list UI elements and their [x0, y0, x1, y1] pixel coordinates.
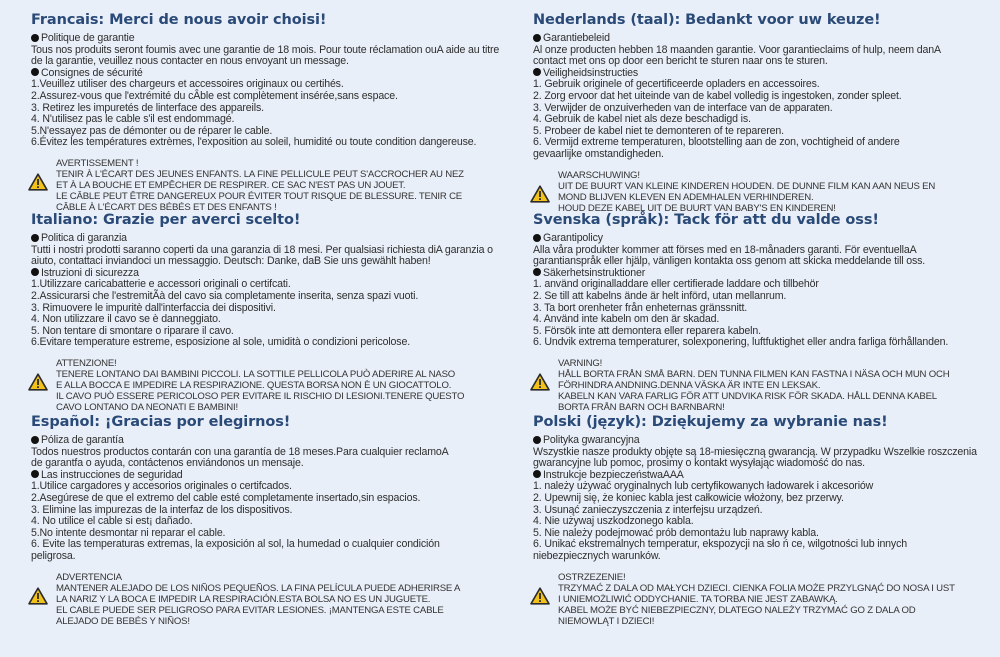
- safety-heading: Säkerhetsinstruktioner: [533, 268, 1000, 280]
- warning-title: AVERTISSEMENT !: [56, 157, 139, 169]
- warning-title: ADVERTENCIA: [56, 571, 122, 583]
- warranty-heading: Póliza de garantía: [31, 435, 501, 447]
- warranty-text-line: Todos nuestros productos contarán con una garantía de 18 meses.Para cualquier reclamoA: [31, 445, 449, 458]
- safety-item: 2.Assurez-vous que l'extrémité du cÂble est complètement insérée,sans espace.: [31, 89, 398, 102]
- warning-line: I UNIEMOŻLIWIĆ ODDYCHANIE. TA TORBA NIE JEST ZABAWKĄ.: [558, 593, 838, 605]
- safety-item: niebezpiecznych warunków.: [533, 549, 661, 562]
- warning-title: VARNING!: [558, 357, 603, 369]
- warning-line: HÅLL BORTA FRÅN SMÅ BARN. DEN TUNNA FILMEN KAN FASTNA I NÄSA OCH MUN OCH: [558, 368, 950, 380]
- safety-item: 1. Gebruik originele of gecertificeerde opladers en accessoires.: [533, 78, 820, 91]
- section-spanish: [31, 413, 501, 627]
- warning-line: UIT DE BUURT VAN KLEINE KINDEREN HOUDEN. DE DUNNE FILM KAN AAN NEUS EN: [558, 180, 936, 192]
- section-title: Español: ¡Gracias por elegirnos!: [31, 414, 291, 430]
- warning-triangle-icon: [28, 587, 48, 605]
- warning-line: FÖRHINDRA ANDNING.DENNA VÄSKA ÄR INTE EN LEKSAK.: [558, 379, 821, 391]
- warning-block: [31, 158, 501, 213]
- safety-item: 1.Utilice cargadores y accesorios originales o certifcados.: [31, 480, 292, 493]
- safety-heading: Veiligheidsinstructies: [533, 68, 1000, 80]
- section-french: [31, 11, 501, 213]
- warning-line: LE CÂBLE PEUT ÊTRE DANGEREUX POUR ÉVITER TOUT RISQUE DE BLESSURE. TENIR CE: [56, 190, 463, 202]
- warning-line: E ALLA BOCCA E IMPEDIRE LA RESPIRAZIONE. QUESTA BORSA NON È UN GIOCATTOLO.: [56, 379, 452, 391]
- warning-line: HOUD DEZE KABEL UIT DE BUURT VAN BABY'S EN KINDEREN!: [558, 202, 836, 214]
- warning-line: MANTENER ALEJADO DE LOS NIÑOS PEQUEÑOS. LA FINA PELÍCULA PUEDE ADHERIRSE A: [56, 582, 461, 594]
- safety-item: 5. Probeer de kabel niet te demonteren of te repareren.: [533, 124, 784, 137]
- section-polish: [533, 413, 1000, 627]
- safety-item: 2.Assicurarsi che l'estremitÃà del cavo sia completamente inserita, senza spazi vuoti.: [31, 289, 419, 302]
- warning-line: BORTA FRÅN BARN OCH BARNBARN!: [558, 401, 725, 413]
- section-title: Svenska (språk): Tack för att du valde oss!: [533, 212, 879, 228]
- warning-block: [533, 170, 1000, 214]
- safety-item: 4. N'utilisez pas le cable s'il est endommagé.: [31, 113, 235, 126]
- safety-item: 6. Evite las temperaturas extremas, la exposición al sol, la humedad o cualquier condición: [31, 538, 440, 551]
- safety-item: 6.Évitez les températures extrèmes, l'exposition au soleil, humidité ou toute condition dangereuse.: [31, 136, 477, 149]
- safety-item: 2.Asegúrese de que el extremo del cable esté completamente insertado,sin espacios.: [31, 491, 421, 504]
- safety-item: peligrosa.: [31, 549, 76, 562]
- warranty-text-line: gwarancyjne lub pomoc, prosimy o kontakt wysyłając wiadomość do nas.: [533, 457, 865, 470]
- warranty-text-line: de garantfa o ayuda, contáctenos enviándonos un mensaje.: [31, 457, 304, 470]
- safety-item: 3. Usunąć zanieczyszczenia z interfejsu urządzeń.: [533, 503, 763, 516]
- warning-title: OSTRZEZENIE!: [558, 571, 626, 583]
- warranty-text-line: Tutti i nostri prodotti saranno coperti da una garanzia di 18 mesi. Per qualsiasi richiesta diA garanzia o: [31, 243, 493, 256]
- safety-item: 5. Försök inte att demontera eller reparera kabeln.: [533, 324, 761, 337]
- warning-line: NIEMOWLĄT I DZIECI!: [558, 615, 655, 627]
- warning-line: IL CAVO PUÒ ESSERE PERICOLOSO PER EVITARE IL RISCHIO DI LESIONI.TENERE QUESTO: [56, 390, 465, 402]
- warning-line: CAVO LONTANO DA NEONATI E BAMBINI!: [56, 401, 238, 413]
- warning-triangle-icon: [530, 373, 550, 391]
- warning-triangle-icon: [28, 373, 48, 391]
- warning-block: [31, 358, 501, 413]
- warning-block: [533, 572, 1000, 627]
- safety-item: 4. Nie używaj uszkodzonego kabla.: [533, 515, 694, 528]
- safety-heading: Istruzioni di sicurezza: [31, 268, 501, 280]
- warranty-text-line: Al onze producten hebben 18 maanden garantie. Voor garantieclaims of hulp, neem danA: [533, 43, 941, 56]
- warning-title: ATTENZIONE!: [56, 357, 117, 369]
- safety-item: 4. Gebruik de kabel niet als deze beschadigd is.: [533, 113, 751, 126]
- warranty-text-line: contact met ons op door een bericht te sturen naar ons te sturen.: [533, 55, 828, 68]
- warning-block: [533, 358, 1000, 413]
- section-dutch: [533, 11, 1000, 214]
- safety-item: 3. Retirez les impuretés de linterface des appareils.: [31, 101, 264, 114]
- section-title: Nederlands (taal): Bedankt voor uw keuze!: [533, 12, 881, 28]
- warning-line: TENIR À L'ÉCART DES JEUNES ENFANTS. LA FINE PELLICULE PEUT S'ACCROCHER AU NEZ: [56, 168, 464, 180]
- warranty-text-line: garantianspråk eller hjälp, vänligen kontakta oss genom att skicka meddelande till oss.: [533, 255, 926, 268]
- safety-item: 2. Se till att kabelns ände är helt införd, utan mellanrum.: [533, 289, 787, 302]
- section-swedish: [533, 211, 1000, 413]
- safety-item: 1.Utilizzare caricabatterie e accessori originali o certifcati.: [31, 278, 291, 291]
- safety-item: 6.Evitare temperature estreme, esposizione al sole, umidità o condizioni pericolose.: [31, 336, 410, 349]
- safety-item: 5. Nie należy podejmować prób demontażu lub naprawy kabla.: [533, 526, 819, 539]
- safety-item: 1.Veuillez utiliser des chargeurs et accessoires originaux ou certihés.: [31, 78, 344, 91]
- safety-item: 4. Använd inte kabeln om den är skadad.: [533, 313, 720, 326]
- safety-item: 2. Upewnij się, że koniec kabla jest całkowicie włożony, bez przerwy.: [533, 491, 844, 504]
- warranty-text-line: Tous nos produits seront foumis avec une garantie de 18 mois. Pour toute réclamation ouA aide au titre: [31, 43, 500, 56]
- warranty-heading: Garantiebeleid: [533, 33, 1000, 45]
- section-italian: [31, 211, 501, 413]
- safety-item: 6. Undvik extrema temperaturer, solexponering, luftfuktighet eller andra farliga förhållanden.: [533, 336, 949, 349]
- safety-item: gevaarlijke omstandigheden.: [533, 147, 664, 160]
- warranty-heading: Politique de garantie: [31, 33, 501, 45]
- warning-line: EL CABLE PUEDE SER PELIGROSO PARA EVITAR LESIONES. ¡MANTENGA ESTE CABLE: [56, 604, 444, 616]
- safety-item: 4. Non utilizzare il cavo se è danneggiato.: [31, 313, 221, 326]
- section-title: Italiano: Grazie per averci scelto!: [31, 212, 301, 228]
- safety-heading: Instrukcje bezpieczeństwaAAA: [533, 470, 1000, 482]
- warning-line: KABELN KAN VARA FARLIG FÖR ATT UNDVIKA RISK FÖR SKADA. HÅLL DENNA KABEL: [558, 390, 937, 402]
- warning-line: TENERE LONTANO DAI BAMBINI PICCOLI. LA SOTTILE PELLICOLA PUÒ ADERIRE AL NASO: [56, 368, 456, 380]
- safety-heading: Consignes de sécurité: [31, 68, 501, 80]
- safety-item: 3. Ta bort orenheter från enheternas gränssnitt.: [533, 301, 748, 314]
- safety-item: 1. använd originalladdare eller certifierade laddare och tillbehör: [533, 278, 819, 291]
- section-title: Polski (język): Dziękujemy za wybranie nas!: [533, 414, 888, 430]
- warning-line: KABEL MOŻE BYĆ NIEBEZPIECZNY, DLATEGO NALEŻY TRZYMAĆ GO Z DALA OD: [558, 604, 916, 616]
- safety-item: 3. Verwijder de onzuiverheden van de interface van de apparaten.: [533, 101, 833, 114]
- safety-item: 3. Rimuovere le impuritè dall'interfaccia dei dispositivi.: [31, 301, 276, 314]
- safety-item: 5.No intente desmontar ni reparar el cable.: [31, 526, 226, 539]
- warning-triangle-icon: [530, 185, 550, 203]
- safety-item: 4. No utilice el cable si est¡ dañado.: [31, 515, 193, 528]
- warranty-text-line: Alla våra produkter kommer att förses med en 18-månaders garanti. För eventuellaA: [533, 243, 917, 256]
- warning-triangle-icon: [530, 587, 550, 605]
- safety-item: 5. Non tentare di smontare o riparare il cavo.: [31, 324, 234, 337]
- safety-item: 1. należy używać oryginalnych lub certyfikowanych ładowarek i akcesoriów: [533, 480, 874, 493]
- warning-line: MOND BLIJVEN KLEVEN EN ADEMHALEN VERHINDEREN.: [558, 191, 814, 203]
- warranty-text-line: aiuto, contattaci inviandoci un messaggio. Deutsch: Danke, daB Sie uns gewählt haben!: [31, 255, 431, 268]
- warning-title: WAARSCHUWING!: [558, 169, 640, 181]
- safety-item: 5.N'essayez pas de démonter ou de réparer le cable.: [31, 124, 273, 137]
- safety-item: 2. Zorg ervoor dat het uiteinde van de kabel volledig is ingestoken, zonder spleet.: [533, 89, 902, 102]
- warranty-heading: Politica di garanzia: [31, 233, 501, 245]
- warning-triangle-icon: [28, 173, 48, 191]
- safety-item: 6. Vermijd extreme temperaturen, blootstelling aan de zon, vochtigheid of andere: [533, 136, 900, 149]
- safety-heading: Las instrucciones de seguridad: [31, 470, 501, 482]
- warning-line: ALEJADO DE BEBÉS Y NIÑOS!: [56, 615, 190, 627]
- warranty-heading: Garantipolicy: [533, 233, 1000, 245]
- warranty-text-line: Wszystkie nasze produkty objęte są 18-miesięczną gwarancją. W przypadku Wszelkie roszczenia: [533, 445, 977, 458]
- safety-item: 3. Elimine las impurezas de la interfaz de los dispositivos.: [31, 503, 293, 516]
- warning-line: ET À LA BOUCHE ET EMPÊCHER DE RESPIRER. CE SAC N'EST PAS UN JOUET.: [56, 179, 406, 191]
- warranty-text-line: de la garantie, veuillez nous contacter en nous envoyant un message.: [31, 55, 349, 68]
- warning-line: LA NARIZ Y LA BOCA E IMPEDIR LA RESPIRACIÓN.ESTA BOLSA NO ES UN JUGUETE.: [56, 593, 431, 605]
- section-title: Francais: Merci de nous avoir choisi!: [31, 12, 327, 28]
- warning-line: CÂBLE À L'ÉCART DES BÉBÉS ET DES ENFANTS !: [56, 201, 277, 213]
- safety-item: 6. Unikać ekstremalnych temperatur, ekspozycji na sło ń ce, wilgotności lub innych: [533, 538, 907, 551]
- warning-block: [31, 572, 501, 627]
- warranty-heading: Polityka gwarancyjna: [533, 435, 1000, 447]
- warning-line: TRZYMAĆ Z DALA OD MAŁYCH DZIECI. CIENKA FOLIA MOŻE PRZYLGNĄĆ DO NOSA I UST: [558, 582, 955, 594]
